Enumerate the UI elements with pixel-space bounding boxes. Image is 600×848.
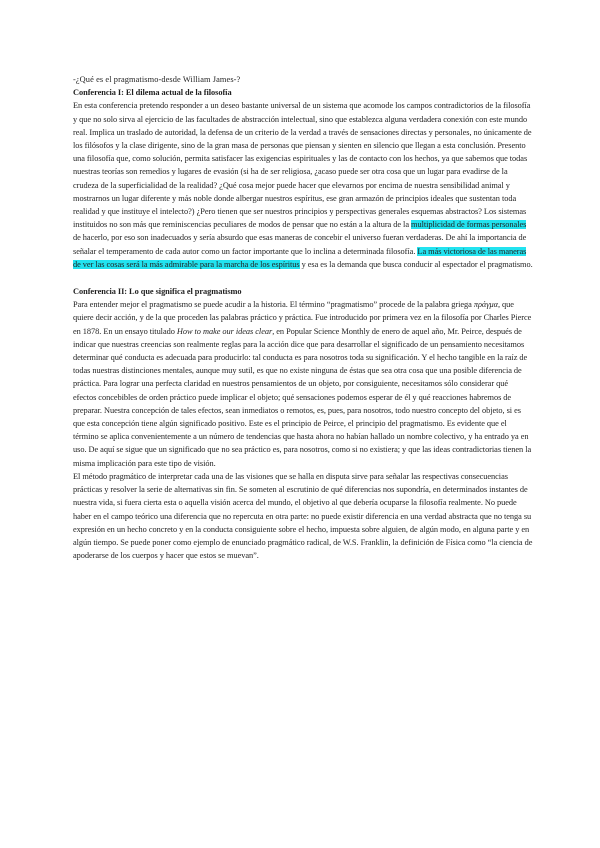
essay-title: How to make our ideas clear: [176, 326, 273, 336]
highlighted-text: multiplicidad de formas personales: [411, 220, 527, 230]
paragraph-spacer: [73, 271, 533, 285]
text-run: y esa es la demanda que busca conducir al espectador el pragmatismo.: [299, 259, 533, 269]
paragraph-conferencia-2-a: [73, 298, 533, 470]
highlighted-text: La más victoriosa de las maneras de ver las cosas será la más admirable para la marcha de los espíritus: [73, 246, 527, 269]
text-run: de hacerlo, por eso son inadecuados y sería absurdo que esas maneras de concebir el universo fueran verdaderas. De ahí la importancia de señalar el temperamento de cada autor como un factor importante que lo inclina a determinada filosofía.: [73, 233, 527, 256]
paragraph-conferencia-2-b: El método pragmático de interpretar cada una de las visiones que se halla en disputa sirve para señalar las respectivas consecuencias prácticas y resolver la serie de alternativas sin fin. Se someten al escrutinio de qué diferencias nos supondría, en determinados instantes de nuestra vida, si fuera cierta esta o aquella visión acerca del mundo, el objetivo al que debería ocuparse la filosofía realmente. No puede haber en el campo teórico una diferencia que no repercuta en otra parte: no puede existir diferencia en una verdad abstracta que no tenga su expresión en un hecho concreto y en la conducta consiguiente sobre el hecho, impuesta sobre alguien, de algún modo, en alguna parte y en algún tiempo. Se puede poner como ejemplo de enunciado pragmático radical, de W.S. Franklin, la definición de Física como “la ciencia de apoderarse de los cuerpos y hacer que estos se muevan”.: [73, 471, 533, 561]
section-heading-conferencia-1: Conferencia I: El dilema actual de la filosofía: [73, 88, 232, 98]
text-run: Para entender mejor el pragmatismo se puede acudir a la historia. El término “pragmatismo” procede de la palabra griega: [73, 300, 474, 310]
paragraph-conferencia-1: [73, 99, 533, 271]
section-heading-conferencia-2: Conferencia II: Lo que significa el pragmatismo: [73, 287, 242, 297]
text-run: , que quiere decir acción, y de la que proceden las palabras práctico y práctica. Fue introducido por primera vez en la filosofía por Charles Pierce en 1878. En un ensayo titulado: [73, 300, 532, 336]
document-title: -¿Qué es el pragmatismo-desde William James-?: [73, 75, 241, 84]
document-body: [73, 73, 533, 562]
text-run: , en Popular Science Monthly de enero de aquel año, Mr. Peirce, después de indicar que nuestras creencias son realmente reglas para la acción dice que para desarrollar el significado de un pensamiento necesitamos determinar qué conducta es adecuada para producirlo: tal conducta es para nosotros toda su significación. Y el hecho tangible en la raíz de todas nuestras distinciones mentales, aunque muy sutil, es que no existe ninguna de éstas que sea otra cosa que una posible diferencia de práctica. Para lograr una perfecta claridad en nuestros pensamientos de un objeto, por consiguiente, necesitamos sólo considerar qué efectos concebibles de orden práctico puede implicar el objeto; qué sensaciones podemos esperar de él y qué reacciones habremos de preparar. Nuestra concepción de tales efectos, sean inmediatos o remotos, es, pues, para nosotros, todo nuestro concepto del objeto, si es que esta concepción tiene algún significado positivo. Este es el principio de Peirce, el principio del pragmatismo. Es evidente que el término se aplica convenientemente a un número de tendencias que hasta ahora no habían hallado un nombre colectivo, y ha entrado ya en uso. De aquí se sigue que un significado que no sea práctico es, para nosotros, como si no existiera; y que las ideas contradictorias tienen la misma implicación para este tipo de visión.: [73, 326, 532, 468]
greek-word: πράγμα: [473, 300, 498, 310]
text-run: En esta conferencia pretendo responder a un deseo bastante universal de un sistema que acomode los campos contradictorios de la filosofía y que no solo sirva al ejercicio de las facultades de abstracción intelectual, sino que establezca alguna verdadera conexión con este mundo real. Implica un traslado de autoridad, la defensa de un criterio de la verdad a través de sensaciones directas y personales, no únicamente de los filósofos y la clase dirigente, sino de la gran masa de personas que piensan y sienten en silencio que llegan a esta conclusión. Presento una filosofía que, como solución, permita satisfacer las exigencias espirituales y las de contacto con los hechos, ya que sabemos que todas nuestras teorías son remedios y lugares de evasión (si ha de ser religiosa, ¿acaso puede ser otra cosa que un lugar para evadirse de la crudeza de la superficialidad de la realidad? ¿Qué cosa mejor puede hacer que elevarnos por encima de nuestra sensibilidad animal y mostrarnos un lugar diferente y más noble donde albergar nuestros espíritus, ese gran armazón de principios ideales que sustentan toda realidad y que instituye el intelecto?) ¿Pero tienen que ser nuestros principios y perspectivas generales esquemas abstractos? Los sistemas instituidos no son más que reminiscencias peculiares de modos de pensar que no están a la altura de la: [73, 101, 532, 230]
